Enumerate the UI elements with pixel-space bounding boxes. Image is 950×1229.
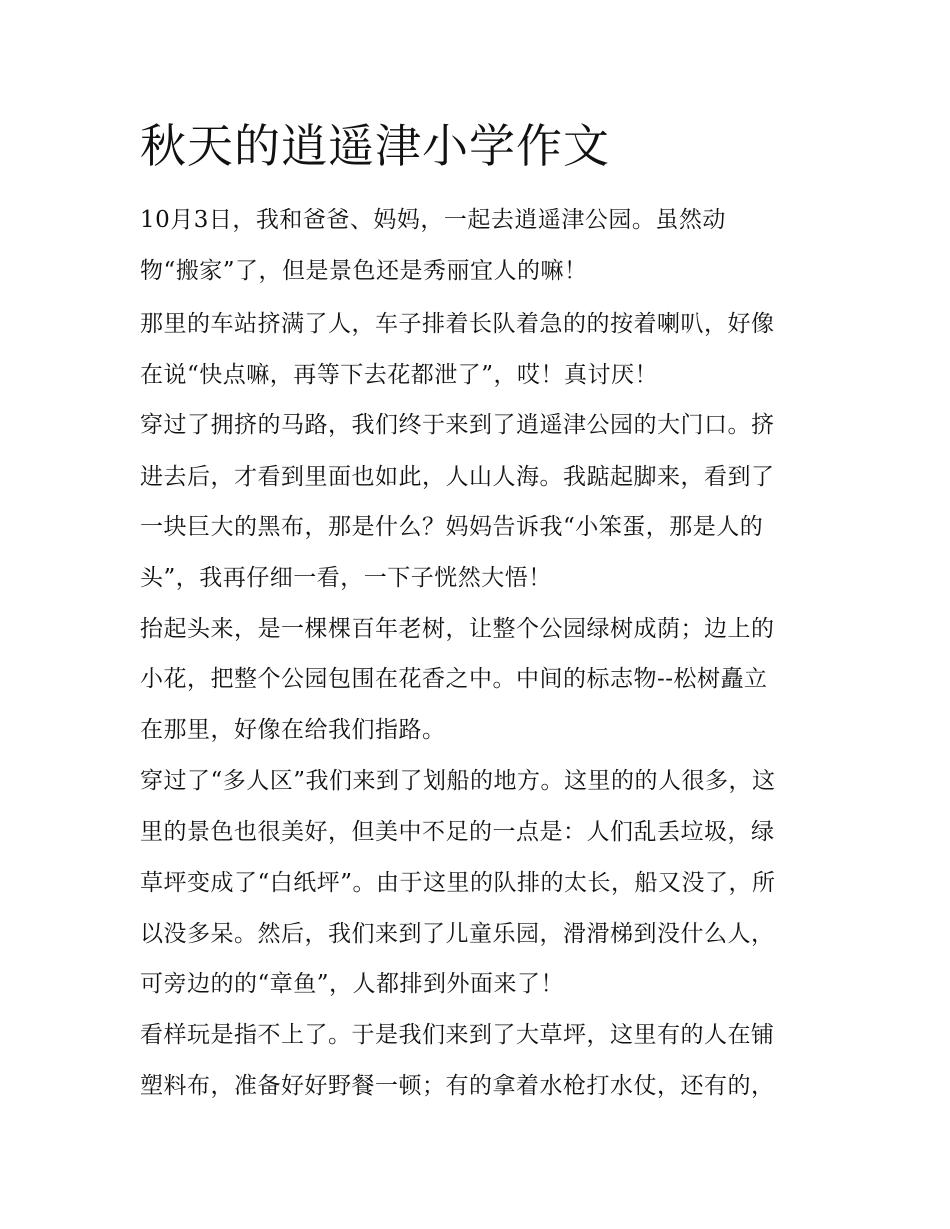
text-line-3: 那里的车站挤满了人，车子排着长队着急的的按着喇叭，好像	[140, 311, 775, 337]
text-line-17: 看样玩是指不上了。于是我们来到了大草坪，这里有的人在铺	[140, 1022, 775, 1048]
text-line-10: 小花，把整个公园包围在花香之中。中间的标志物--松树矗立	[140, 666, 768, 692]
text-line-16: 可旁边的的“章鱼”，人都排到外面来了！	[140, 971, 565, 997]
text-line-1: 10月3日，我和爸爸、妈妈，一起去逍遥津公园。虽然动	[140, 207, 726, 233]
text-line-7: 一块巨大的黑布，那是什么？妈妈告诉我“小笨蛋，那是人的	[140, 514, 764, 540]
text-line-9: 抬起头来，是一棵棵百年老树，让整个公园绿树成荫；边上的	[140, 616, 775, 642]
text-line-8: 头”，我再仔细一看，一下子恍然大悟！	[140, 565, 552, 591]
text-line-5: 穿过了拥挤的马路，我们终于来到了逍遥津公园的大门口。挤	[140, 412, 775, 438]
text-line-18: 塑料布，准备好好野餐一顿；有的拿着水枪打水仗，还有的，	[140, 1073, 775, 1099]
document-title: 秋天的逍遥津小学作文	[140, 119, 610, 173]
text-line-11: 在那里，好像在给我们指路。	[140, 717, 446, 743]
text-line-4: 在说“快点嘛，再等下去花都泄了”，哎！真讨厌！	[140, 362, 659, 388]
text-line-13: 里的景色也很美好，但美中不足的一点是：人们乱丢垃圾，绿	[140, 819, 775, 845]
text-line-15: 以没多呆。然后，我们来到了儿童乐园，滑滑梯到没什么人，	[140, 921, 775, 947]
text-line-14: 草坪变成了“白纸坪”。由于这里的队排的太长，船又没了，所	[140, 870, 776, 896]
text-line-2: 物“搬家”了，但是景色还是秀丽宜人的嘛！	[140, 258, 588, 284]
text-line-6: 进去后，才看到里面也如此，人山人海。我踮起脚来，看到了	[140, 464, 775, 490]
text-line-12: 穿过了“多人区”我们来到了划船的地方。这里的的人很多，这	[140, 768, 776, 794]
